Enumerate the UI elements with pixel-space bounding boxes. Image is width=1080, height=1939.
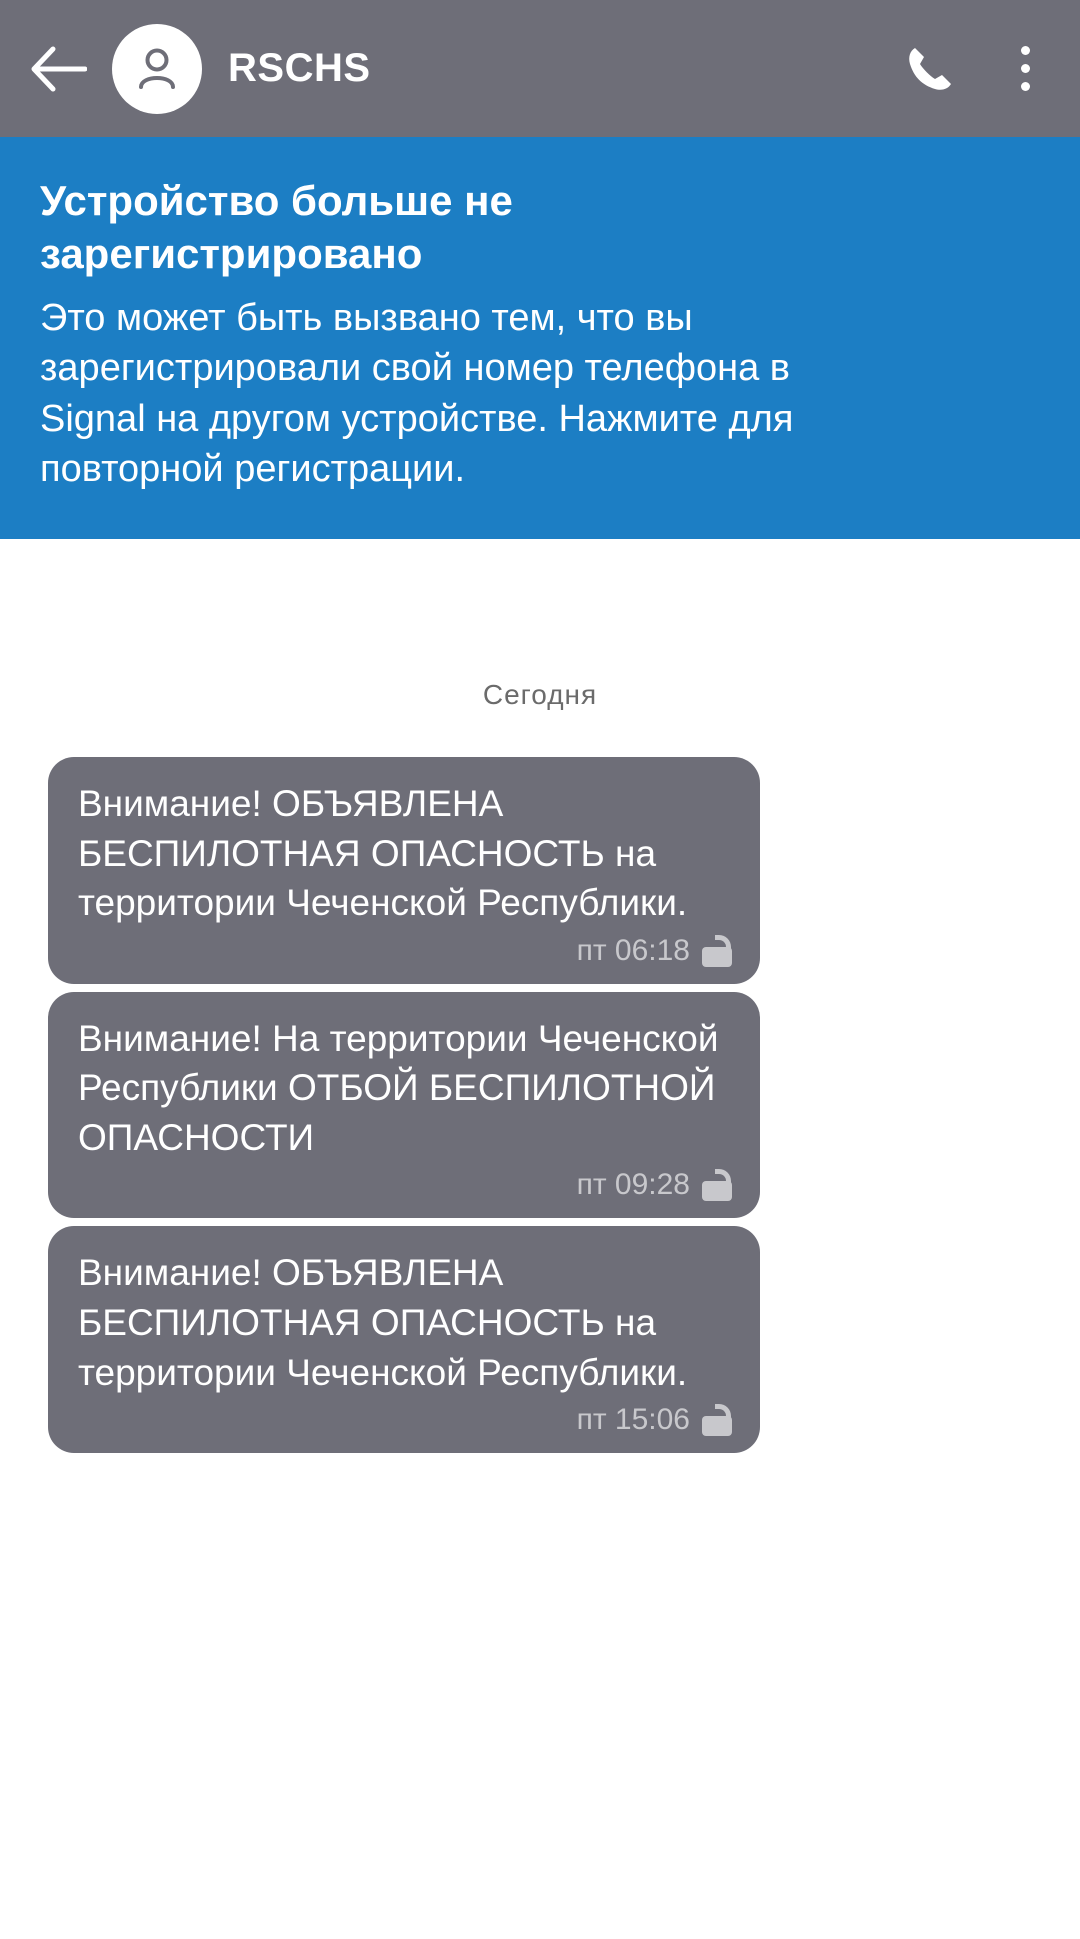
unlocked-lock-icon: [702, 1169, 732, 1201]
phone-call-icon[interactable]: [898, 37, 962, 101]
message-row: [0, 1226, 1080, 1461]
more-options-dot: [1021, 46, 1030, 55]
message-bubble[interactable]: [48, 757, 760, 984]
message-list[interactable]: [0, 539, 1080, 1461]
message-row: [0, 757, 1080, 992]
message-text: Внимание! ОБЪЯВЛЕНА БЕСПИЛОТНАЯ ОПАСНОСТЬ на территории Чеченской Республики.: [78, 782, 688, 924]
message-meta: [78, 1403, 732, 1437]
message-bubble[interactable]: [48, 1226, 760, 1453]
banner-body: Это может быть вызвано тем, что вы зарегистрировали свой номер телефона в Signal на другом устройстве. Нажмите для повторной регистрации.: [40, 296, 794, 491]
back-arrow-icon[interactable]: [28, 39, 88, 99]
more-options-dot: [1021, 64, 1030, 73]
app-bar: [0, 0, 1080, 137]
message-meta: [78, 1168, 732, 1202]
more-options-icon[interactable]: [998, 37, 1052, 101]
message-timestamp: пт 15:06: [576, 1403, 690, 1437]
banner-title: Устройство больше не зарегистрировано: [40, 177, 513, 277]
unlocked-lock-icon: [702, 935, 732, 967]
avatar[interactable]: [112, 24, 202, 114]
message-text: Внимание! ОБЪЯВЛЕНА БЕСПИЛОТНАЯ ОПАСНОСТЬ на территории Чеченской Республики.: [78, 1252, 688, 1393]
day-divider: Сегодня: [482, 678, 598, 710]
contact-name[interactable]: RSCHS: [228, 46, 371, 90]
message-row: [0, 992, 1080, 1227]
message-meta: [78, 934, 732, 968]
message-text: Внимание! На территории Чеченской Республики ОТБОЙ БЕСПИЛОТНОЙ ОПАСНОСТИ: [78, 1017, 729, 1158]
message-timestamp: пт 09:28: [576, 1168, 690, 1202]
message-bubble[interactable]: [48, 992, 760, 1219]
unregistered-device-banner[interactable]: [0, 137, 1080, 539]
unlocked-lock-icon: [702, 1404, 732, 1436]
more-options-dot: [1021, 82, 1030, 91]
message-timestamp: пт 06:18: [576, 933, 690, 967]
